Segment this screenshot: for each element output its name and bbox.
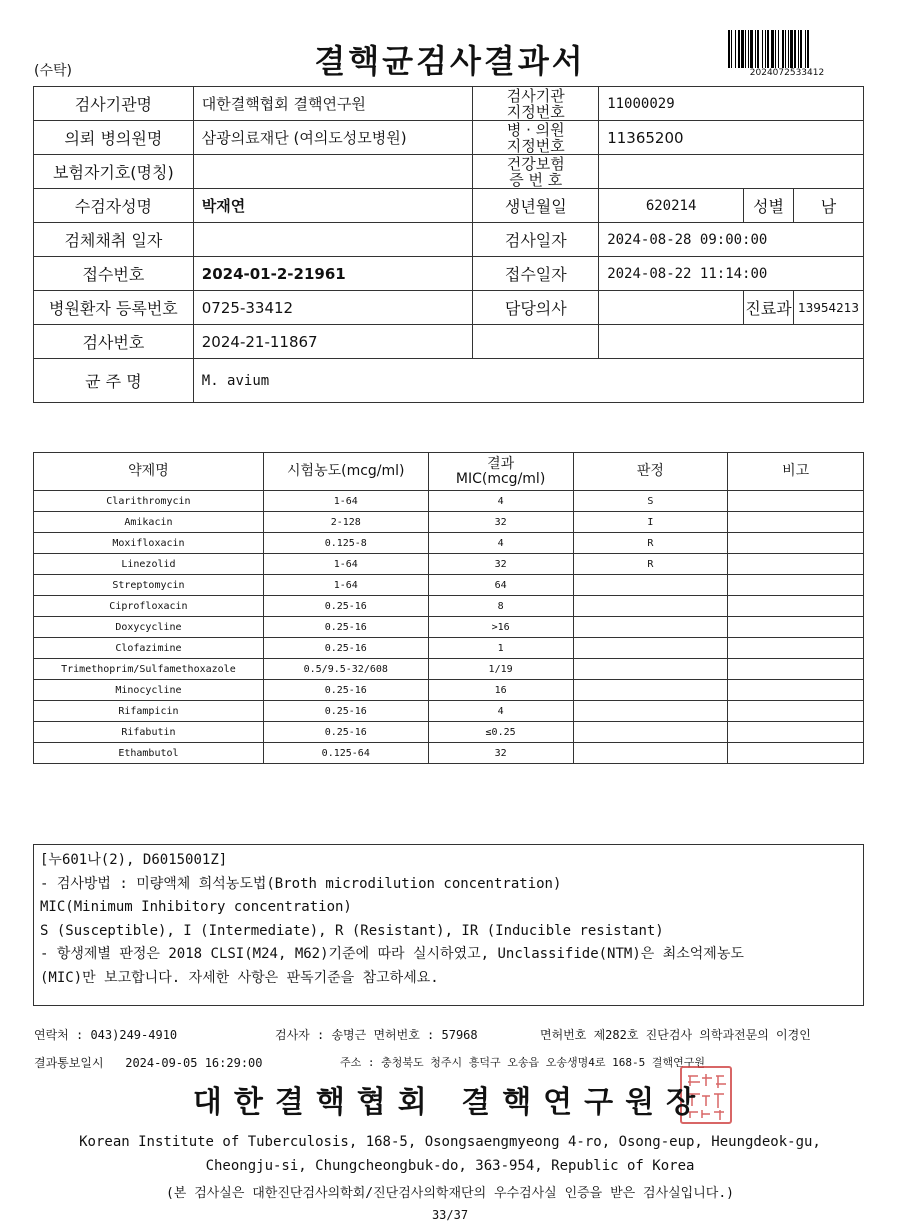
test-date-value: 2024-08-28 09:00:00 — [599, 223, 864, 257]
col-header-drug: 약제명 — [34, 453, 264, 491]
dob-label: 생년월일 — [473, 189, 599, 223]
drug-name-cell: Clarithromycin — [34, 491, 264, 512]
hosp-code-value: 11365200 — [599, 121, 864, 155]
method-notes-box — [33, 844, 864, 1006]
health-ins-label-line1: 건강보험 — [506, 154, 565, 173]
table-row — [34, 512, 864, 533]
info-row — [34, 257, 864, 291]
drug-name-cell: Ciprofloxacin — [34, 596, 264, 617]
inst-code-label — [473, 87, 599, 121]
interpretation-cell — [573, 680, 728, 701]
sex-label: 성별 — [744, 189, 794, 223]
remark-cell — [728, 575, 864, 596]
english-address-line1: Korean Institute of Tuberculosis, 168-5, Osongsaengmyeong 4-ro, Osong-eup, Heungdeok-gu, — [79, 1134, 821, 1150]
dept-label: 진료과 — [744, 291, 794, 325]
test-range-cell: 0.25-16 — [263, 617, 428, 638]
col-header-result — [428, 453, 573, 491]
report-datetime: 결과통보일시 2024-09-05 16:29:00 — [34, 1056, 263, 1070]
drug-name-cell: Amikacin — [34, 512, 264, 533]
remark-cell — [728, 680, 864, 701]
table-row — [34, 701, 864, 722]
receipt-no-label: 접수번호 — [34, 257, 194, 291]
table-row — [34, 575, 864, 596]
institution-label: 검사기관명 — [34, 87, 194, 121]
dob-value: 620214 — [599, 189, 744, 223]
test-range-cell: 0.25-16 — [263, 596, 428, 617]
table-row — [34, 743, 864, 764]
collect-date-value — [193, 223, 473, 257]
test-no-value: 2024-21-11867 — [193, 325, 473, 359]
drug-name-cell: Rifabutin — [34, 722, 264, 743]
lab-address: 주소 : 충청북도 청주시 흥덕구 오송읍 오송생명4로 168-5 결핵연구원 — [340, 1056, 705, 1069]
note-line: S (Susceptible), I (Intermediate), R (Resistant), IR (Inducible resistant) — [40, 922, 664, 939]
test-range-cell: 0.25-16 — [263, 638, 428, 659]
mic-result-cell: 64 — [428, 575, 573, 596]
mic-result-cell: 32 — [428, 512, 573, 533]
drug-name-cell: Streptomycin — [34, 575, 264, 596]
drug-name-cell: Trimethoprim/Sulfamethoxazole — [34, 659, 264, 680]
hospital-label: 의뢰 병의원명 — [34, 121, 194, 155]
info-row — [34, 189, 864, 223]
table-row — [34, 638, 864, 659]
note-line: [누601나(2), D6015001Z] — [40, 852, 228, 868]
remark-cell — [728, 512, 864, 533]
test-no-label: 검사번호 — [34, 325, 194, 359]
dept-value: 13954213 — [793, 291, 863, 325]
info-row — [34, 87, 864, 121]
note-line: (MIC)만 보고합니다. 자세한 사항은 판독기준을 참고하세요. — [40, 969, 439, 986]
drug-name-cell: Clofazimine — [34, 638, 264, 659]
receipt-date-value: 2024-08-22 11:14:00 — [599, 257, 864, 291]
table-row — [34, 659, 864, 680]
col-header-result-line1: 결과 — [487, 455, 515, 472]
note-line: - 항생제별 판정은 2018 CLSI(M24, M62)기준에 따라 실시하였고, Unclassifide(NTM)은 최소억제농도 — [40, 946, 744, 962]
hosp-code-label — [473, 121, 599, 155]
drug-table-body — [34, 491, 864, 764]
remark-cell — [728, 659, 864, 680]
drug-name-cell: Moxifloxacin — [34, 533, 264, 554]
reg-no-value: 0725-33412 — [193, 291, 473, 325]
col-header-result-line2: MIC(mcg/ml) — [455, 470, 546, 487]
table-row — [34, 680, 864, 701]
table-row — [34, 596, 864, 617]
test-range-cell: 1-64 — [263, 575, 428, 596]
interpretation-cell — [573, 617, 728, 638]
test-range-cell: 0.25-16 — [263, 722, 428, 743]
patient-info-table — [33, 86, 864, 403]
mic-result-cell: 4 — [428, 701, 573, 722]
receipt-date-label: 접수일자 — [473, 257, 599, 291]
test-range-cell: 0.5/9.5-32/608 — [263, 659, 428, 680]
test-range-cell: 0.25-16 — [263, 701, 428, 722]
table-row — [34, 491, 864, 512]
remark-cell — [728, 722, 864, 743]
contact-phone: 연락처 : 043)249-4910 — [34, 1028, 178, 1042]
document-title: 결핵균검사결과서 — [314, 42, 586, 80]
interpretation-cell — [573, 659, 728, 680]
doctor-value — [599, 291, 744, 325]
col-header-remark: 비고 — [728, 453, 864, 491]
patient-label: 수검자성명 — [34, 189, 194, 223]
test-range-cell: 2-128 — [263, 512, 428, 533]
insured-label: 보험자기호(명칭) — [34, 155, 194, 189]
organization-name: 대한결핵협회 결핵연구원장 — [192, 1085, 708, 1120]
mic-result-cell: 32 — [428, 554, 573, 575]
interpretation-cell: S — [573, 491, 728, 512]
remark-cell — [728, 533, 864, 554]
remark-cell — [728, 743, 864, 764]
organism-label: 균 주 명 — [34, 359, 194, 403]
interpretation-cell — [573, 596, 728, 617]
mic-result-cell: 1 — [428, 638, 573, 659]
info-row — [34, 121, 864, 155]
test-range-cell: 1-64 — [263, 554, 428, 575]
mic-result-cell: ≤0.25 — [428, 722, 573, 743]
barcode-number: 2024072533412 — [749, 68, 825, 78]
interpretation-cell — [573, 638, 728, 659]
info-row — [34, 291, 864, 325]
hosp-code-label-line1: 병 · 의원 — [506, 120, 565, 139]
table-row — [34, 533, 864, 554]
health-ins-label — [473, 155, 599, 189]
collect-date-label: 검체채취 일자 — [34, 223, 194, 257]
test-range-cell: 0.125-64 — [263, 743, 428, 764]
info-row — [34, 325, 864, 359]
inst-code-label-line1: 검사기관 — [506, 86, 565, 105]
inst-code-label-line2: 지정번호 — [506, 102, 565, 121]
sex-value: 남 — [793, 189, 863, 223]
remark-cell — [728, 701, 864, 722]
doctor-label: 담당의사 — [473, 291, 599, 325]
remark-cell — [728, 491, 864, 512]
drug-name-cell: Ethambutol — [34, 743, 264, 764]
mic-result-cell: 32 — [428, 743, 573, 764]
english-address-line2: Cheongju-si, Chungcheongbuk-do, 363-954, Republic of Korea — [205, 1158, 695, 1174]
interpretation-cell — [573, 575, 728, 596]
interpretation-cell: I — [573, 512, 728, 533]
hosp-code-label-line2: 지정번호 — [506, 136, 565, 155]
col-header-interp: 판정 — [573, 453, 728, 491]
patient-value: 박재연 — [193, 189, 473, 223]
mic-result-cell: 16 — [428, 680, 573, 701]
organism-value: M. avium — [193, 359, 863, 403]
drug-name-cell: Rifampicin — [34, 701, 264, 722]
table-row — [34, 722, 864, 743]
remark-cell — [728, 596, 864, 617]
remark-cell — [728, 554, 864, 575]
insured-value — [193, 155, 473, 189]
mic-result-cell: 8 — [428, 596, 573, 617]
mic-result-cell: 4 — [428, 533, 573, 554]
drug-name-cell: Minocycline — [34, 680, 264, 701]
empty-cell — [473, 325, 599, 359]
interpretation-cell — [573, 701, 728, 722]
institution-value: 대한결핵협회 결핵연구원 — [193, 87, 473, 121]
mic-result-cell: 4 — [428, 491, 573, 512]
interpretation-cell: R — [573, 533, 728, 554]
table-row — [34, 617, 864, 638]
mic-result-cell: >16 — [428, 617, 573, 638]
drug-susceptibility-table — [33, 452, 864, 764]
certification-note: (본 검사실은 대한진단검사의학회/진단검사의학재단의 우수검사실 인증을 받은 검사실입니다.) — [165, 1186, 735, 1201]
reg-no-label: 병원환자 등록번호 — [34, 291, 194, 325]
receipt-no-value: 2024-01-2-21961 — [193, 257, 473, 291]
page-number: 33/37 — [431, 1208, 469, 1222]
test-range-cell: 0.25-16 — [263, 680, 428, 701]
remark-cell — [728, 617, 864, 638]
test-date-label: 검사일자 — [473, 223, 599, 257]
note-line: MIC(Minimum Inhibitory concentration) — [40, 899, 352, 915]
drug-name-cell: Linezolid — [34, 554, 264, 575]
info-row — [34, 223, 864, 257]
consignment-label: (수탁) — [34, 63, 72, 79]
col-header-range: 시험농도(mcg/ml) — [263, 453, 428, 491]
test-range-cell: 0.125-8 — [263, 533, 428, 554]
info-row — [34, 359, 864, 403]
barcode-icon — [726, 30, 848, 68]
mic-result-cell: 1/19 — [428, 659, 573, 680]
interpretation-cell — [573, 722, 728, 743]
hospital-value: 삼광의료재단 (여의도성모병원) — [193, 121, 473, 155]
info-row — [34, 155, 864, 189]
inst-code-value: 11000029 — [599, 87, 864, 121]
health-ins-value — [599, 155, 864, 189]
health-ins-label-line2: 증 번 호 — [509, 170, 563, 189]
remark-cell — [728, 638, 864, 659]
drug-name-cell: Doxycycline — [34, 617, 264, 638]
table-header-row — [34, 453, 864, 491]
table-row — [34, 554, 864, 575]
interpretation-cell: R — [573, 554, 728, 575]
interpretation-cell — [573, 743, 728, 764]
tester-info: 검사자 : 송명근 면허번호 : 57968 — [275, 1028, 478, 1042]
specialist-info: 면허번호 제282호 진단검사 의학과전문의 이경인 — [540, 1028, 811, 1042]
empty-cell — [599, 325, 864, 359]
test-range-cell: 1-64 — [263, 491, 428, 512]
note-line: - 검사방법 : 미량액체 희석농도법(Broth microdilution concentration) — [40, 875, 562, 892]
